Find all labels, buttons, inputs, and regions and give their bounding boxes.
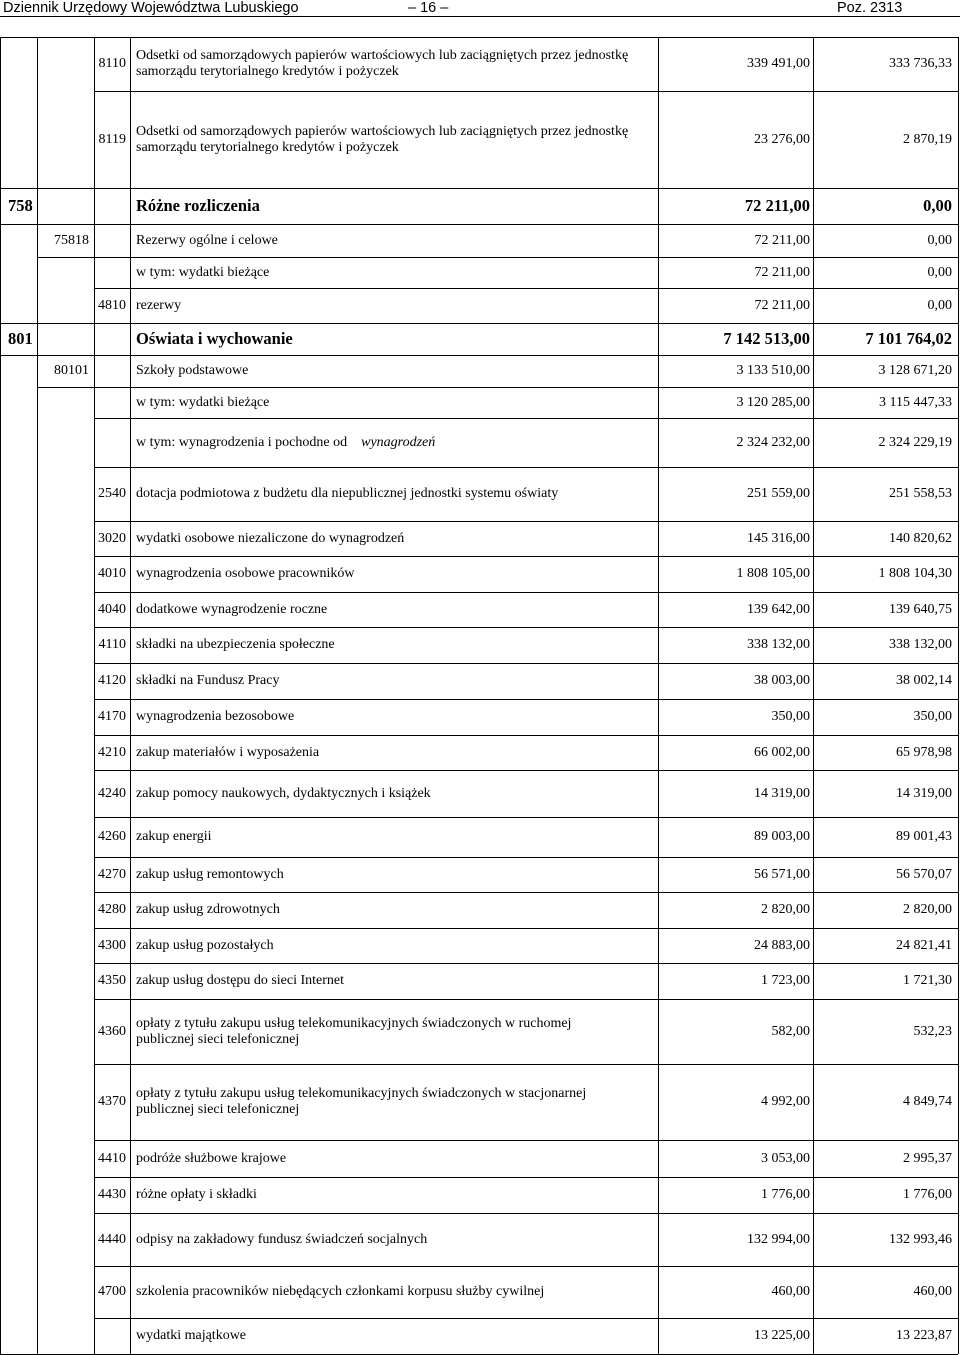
row-label: opłaty z tytułu zakupu usług telekomunikacyjnych świadczonych w stacjonarnej publicznej sieci telefonicznej — [136, 1086, 587, 1117]
row-plan-value: 350,00 — [771, 709, 810, 724]
row-code: 758 — [8, 196, 33, 215]
row-code: 4240 — [98, 785, 126, 801]
row-border — [94, 1177, 958, 1178]
row-border — [94, 592, 958, 593]
row-actual-value: 1 808 104,30 — [878, 566, 952, 581]
row-actual-value: 350,00 — [913, 709, 952, 724]
row-label: wynagrodzenia bezosobowe — [136, 709, 295, 724]
row-plan-value: 13 225,00 — [754, 1328, 810, 1343]
row-label: zakup usług zdrowotnych — [136, 902, 280, 917]
table-row — [0, 892, 960, 928]
row-border — [37, 387, 958, 388]
row-code: 4110 — [98, 637, 126, 652]
row-plan-value: 72 211,00 — [754, 297, 810, 313]
row-border — [94, 556, 958, 557]
row-border — [94, 288, 958, 289]
row-label: podróże służbowe krajowe — [136, 1150, 287, 1166]
row-actual-value: 0,00 — [927, 232, 952, 248]
row-border — [0, 355, 958, 356]
row-border — [0, 323, 958, 324]
table-row — [0, 1318, 960, 1354]
row-actual-value: 89 001,43 — [896, 829, 952, 844]
table-row — [0, 257, 960, 288]
row-code: 4810 — [98, 297, 126, 313]
row-label-text: w tym: wynagrodzenia i pochodne od — [136, 434, 348, 450]
row-label: szkolenia pracowników niebędących członkami korpusu służby cywilnej — [136, 1284, 545, 1299]
table-row — [0, 592, 960, 627]
table-row — [0, 770, 960, 817]
row-code: 4440 — [98, 1231, 126, 1247]
row-code: 4430 — [98, 1187, 126, 1202]
column-border — [0, 37, 1, 1354]
row-actual-value: 251 558,53 — [889, 486, 952, 501]
row-label: odpisy na zakładowy fundusz świadczeń socjalnych — [136, 1231, 428, 1247]
table-row — [0, 999, 960, 1064]
row-plan-value: 3 053,00 — [761, 1150, 810, 1166]
table-row — [0, 224, 960, 257]
table-row — [0, 817, 960, 857]
row-actual-value: 2 995,37 — [903, 1150, 952, 1166]
row-plan-value: 66 002,00 — [754, 744, 810, 760]
row-actual-value: 2 324 229,19 — [878, 434, 952, 450]
table-row — [0, 91, 960, 188]
row-actual-value: 3 128 671,20 — [878, 363, 952, 378]
row-border — [94, 1064, 958, 1065]
row-border — [94, 1213, 958, 1214]
row-border — [94, 892, 958, 893]
row-plan-value: 4 992,00 — [761, 1094, 810, 1109]
row-actual-value: 460,00 — [913, 1284, 952, 1299]
row-border — [94, 699, 958, 700]
table-row — [0, 663, 960, 699]
row-actual-value: 14 319,00 — [896, 785, 952, 801]
row-actual-value: 2 820,00 — [903, 902, 952, 917]
row-label: Różne rozliczenia — [136, 196, 260, 215]
row-label: zakup energii — [136, 829, 212, 844]
row-code: 80101 — [54, 363, 89, 378]
row-actual-value: 56 570,07 — [896, 866, 952, 882]
row-actual-value: 140 820,62 — [889, 530, 952, 546]
row-label-extra: wynagrodzeń — [361, 434, 436, 450]
row-border — [94, 857, 958, 858]
row-plan-value: 89 003,00 — [754, 829, 810, 844]
header-rule — [0, 16, 960, 17]
row-border — [94, 521, 958, 522]
table-row — [0, 323, 960, 355]
row-code: 4300 — [98, 937, 126, 953]
row-label: dodatkowe wynagrodzenie roczne — [136, 601, 328, 617]
row-border — [94, 1266, 958, 1267]
row-border — [94, 91, 958, 92]
table-row — [0, 467, 960, 521]
row-border — [37, 257, 958, 258]
row-actual-value: 24 821,41 — [896, 937, 952, 953]
row-label: zakup usług dostępu do sieci Internet — [136, 973, 345, 988]
table-row — [0, 188, 960, 224]
table-row — [0, 1064, 960, 1140]
row-actual-value: 38 002,14 — [896, 673, 952, 688]
row-border — [0, 188, 958, 189]
row-plan-value: 38 003,00 — [754, 673, 810, 688]
table-row — [0, 1177, 960, 1213]
row-plan-value: 582,00 — [771, 1023, 810, 1039]
row-label: dotacja podmiotowa z budżetu dla niepublicznej jednostki systemu oświaty — [136, 486, 559, 501]
row-plan-value: 14 319,00 — [754, 785, 810, 801]
row-actual-value: 1 721,30 — [903, 973, 952, 988]
row-label: Odsetki od samorządowych papierów wartościowych lub zaciągniętych przez jednostkę samorządu terytorialnego kredytów i pożyczek — [136, 123, 629, 155]
row-actual-value: 139 640,75 — [889, 601, 952, 617]
table-row — [0, 355, 960, 387]
row-code: 8119 — [98, 131, 126, 147]
row-plan-value: 2 324 232,00 — [736, 434, 810, 450]
row-border — [0, 37, 958, 38]
row-label: rezerwy — [136, 297, 182, 313]
column-border — [130, 37, 131, 1354]
row-label: w tym: wydatki bieżące — [136, 264, 270, 280]
row-label: wydatki osobowe niezaliczone do wynagrodzeń — [136, 530, 405, 546]
row-code: 75818 — [54, 232, 89, 248]
row-label: wydatki majątkowe — [136, 1328, 247, 1343]
table-row — [0, 857, 960, 892]
row-code: 801 — [8, 329, 33, 348]
table-row — [0, 521, 960, 556]
row-code: 4040 — [98, 601, 126, 617]
row-label: zakup usług pozostałych — [136, 937, 274, 953]
row-plan-value: 2 820,00 — [761, 902, 810, 917]
table-row — [0, 735, 960, 770]
table-row — [0, 1213, 960, 1266]
row-border — [94, 418, 958, 419]
row-code: 4370 — [98, 1094, 126, 1109]
row-plan-value: 72 211,00 — [754, 232, 810, 248]
row-label: Odsetki od samorządowych papierów wartościowych lub zaciągniętych przez jednostkę samorządu terytorialnego kredytów i pożyczek — [136, 48, 629, 79]
row-plan-value: 1 776,00 — [761, 1187, 810, 1202]
row-actual-value: 1 776,00 — [903, 1187, 952, 1202]
row-actual-value: 4 849,74 — [903, 1094, 952, 1109]
table-row — [0, 418, 960, 467]
column-border — [958, 37, 959, 1354]
row-code: 4010 — [98, 566, 126, 581]
row-actual-value: 0,00 — [923, 196, 952, 215]
row-plan-value: 139 642,00 — [747, 601, 810, 617]
row-actual-value: 7 101 764,02 — [865, 329, 952, 348]
row-actual-value: 532,23 — [913, 1023, 952, 1039]
row-border — [0, 224, 958, 225]
row-label: Oświata i wychowanie — [136, 329, 293, 348]
row-border — [94, 627, 958, 628]
row-label: zakup materiałów i wyposażenia — [136, 744, 320, 760]
row-plan-value: 145 316,00 — [747, 530, 810, 546]
row-plan-value: 3 133 510,00 — [736, 363, 810, 378]
row-code: 8110 — [98, 56, 126, 71]
table-row — [0, 1266, 960, 1318]
row-border — [94, 663, 958, 664]
row-code: 4210 — [98, 744, 126, 760]
row-border — [94, 928, 958, 929]
page-number: – 16 – — [408, 0, 449, 16]
table-row — [0, 928, 960, 963]
row-code: 4280 — [98, 902, 126, 917]
row-plan-value: 3 120 285,00 — [736, 394, 810, 410]
row-plan-value: 1 723,00 — [761, 973, 810, 988]
row-border — [94, 963, 958, 964]
column-border — [94, 37, 95, 1354]
row-actual-value: 333 736,33 — [889, 56, 952, 71]
row-border — [94, 467, 958, 468]
row-border — [94, 1140, 958, 1141]
row-border — [94, 817, 958, 818]
row-border — [94, 1318, 958, 1319]
row-label: wynagrodzenia osobowe pracowników — [136, 566, 355, 581]
row-code: 2540 — [98, 486, 126, 501]
table-row — [0, 387, 960, 418]
row-code: 4700 — [98, 1284, 126, 1299]
row-code: 4360 — [98, 1023, 126, 1039]
table-row — [0, 37, 960, 91]
row-actual-value: 3 115 447,33 — [879, 394, 952, 410]
table-row — [0, 288, 960, 323]
column-border — [658, 37, 659, 1354]
row-actual-value: 132 993,46 — [889, 1231, 952, 1247]
row-label: opłaty z tytułu zakupu usług telekomunikacyjnych świadczonych w ruchomej publicznej sieci telefonicznej — [136, 1015, 572, 1047]
row-plan-value: 251 559,00 — [747, 486, 810, 501]
row-label: Szkoły podstawowe — [136, 363, 249, 378]
row-plan-value: 1 808 105,00 — [736, 566, 810, 581]
row-label: zakup usług remontowych — [136, 866, 284, 882]
row-label: zakup pomocy naukowych, dydaktycznych i książek — [136, 785, 431, 801]
row-plan-value: 338 132,00 — [747, 637, 810, 652]
row-code: 4350 — [98, 973, 126, 988]
row-code: 4270 — [98, 866, 126, 882]
table-row — [0, 699, 960, 735]
row-code: 4260 — [98, 829, 126, 844]
row-border — [94, 770, 958, 771]
row-actual-value: 65 978,98 — [896, 744, 952, 760]
row-label — [136, 418, 435, 467]
journal-title: Dziennik Urzędowy Województwa Lubuskiego — [3, 0, 299, 16]
row-label: różne opłaty i składki — [136, 1187, 257, 1202]
row-label: w tym: wydatki bieżące — [136, 394, 270, 410]
position-number: Poz. 2313 — [837, 0, 903, 16]
row-code: 4170 — [98, 709, 126, 724]
row-plan-value: 24 883,00 — [754, 937, 810, 953]
row-actual-value: 0,00 — [927, 297, 952, 313]
column-border — [37, 37, 38, 1354]
row-border — [94, 999, 958, 1000]
table-row — [0, 556, 960, 592]
page-header — [0, 0, 960, 18]
row-label: składki na Fundusz Pracy — [136, 673, 280, 688]
row-border — [94, 735, 958, 736]
table-row — [0, 627, 960, 663]
row-label: składki na ubezpieczenia społeczne — [136, 637, 335, 652]
row-actual-value: 338 132,00 — [889, 637, 952, 652]
table-row — [0, 963, 960, 999]
row-actual-value: 0,00 — [927, 264, 952, 280]
row-actual-value: 2 870,19 — [903, 131, 952, 147]
row-label: Rezerwy ogólne i celowe — [136, 232, 278, 248]
row-code: 4120 — [98, 673, 126, 688]
row-plan-value: 7 142 513,00 — [723, 329, 810, 348]
row-actual-value: 13 223,87 — [896, 1328, 952, 1343]
column-border — [813, 37, 814, 1354]
row-code: 3020 — [98, 530, 126, 546]
row-plan-value: 23 276,00 — [754, 131, 810, 147]
row-plan-value: 72 211,00 — [744, 196, 810, 215]
row-plan-value: 56 571,00 — [754, 866, 810, 882]
row-plan-value: 339 491,00 — [747, 56, 810, 71]
table-row — [0, 1140, 960, 1177]
row-plan-value: 460,00 — [771, 1284, 810, 1299]
row-plan-value: 72 211,00 — [754, 264, 810, 280]
row-code: 4410 — [98, 1150, 126, 1166]
row-plan-value: 132 994,00 — [747, 1231, 810, 1247]
